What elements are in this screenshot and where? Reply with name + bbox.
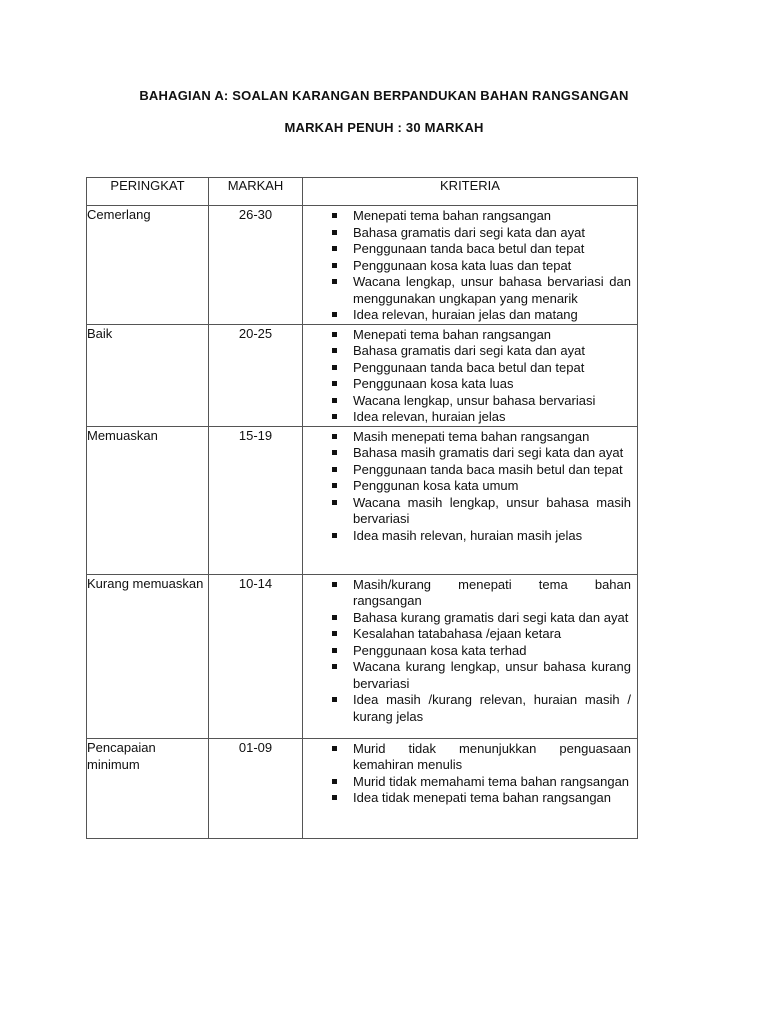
criteria-item: Masih menepati tema bahan rangsangan — [353, 429, 631, 446]
criteria-item: Masih/kurang menepati tema bahan rangsangan — [353, 576, 631, 608]
criteria-item: Penggunaan tanda baca betul dan tepat — [353, 360, 631, 377]
rubric-table — [86, 177, 638, 839]
criteria-item: Bahasa gramatis dari segi kata dan ayat — [353, 343, 631, 360]
criteria-item: Bahasa masih gramatis dari segi kata dan ayat — [353, 445, 631, 462]
criteria-list — [303, 739, 637, 807]
table-header-row — [87, 178, 638, 206]
grade-cell: Cemerlang — [87, 206, 209, 325]
marks-cell: 10-14 — [209, 574, 303, 738]
criteria-item: Idea relevan, huraian jelas — [353, 409, 631, 426]
rubric-body — [87, 206, 638, 839]
criteria-item: Wacana masih lengkap, unsur bahasa masih bervariasi — [353, 494, 631, 526]
criteria-cell — [303, 574, 638, 738]
criteria-item: Penggunaan tanda baca betul dan tepat — [353, 241, 631, 258]
table-row — [87, 738, 638, 838]
criteria-list — [303, 325, 637, 426]
criteria-item: Murid tidak menunjukkan penguasaan kemahiran menulis — [353, 740, 631, 772]
criteria-list — [303, 206, 637, 324]
header-grade: PERINGKAT — [87, 178, 209, 206]
marks-cell: 26-30 — [209, 206, 303, 325]
criteria-item: Idea tidak menepati tema bahan rangsangan — [353, 790, 631, 807]
table-row — [87, 426, 638, 574]
criteria-item: Wacana lengkap, unsur bahasa bervariasi dan menggunakan ungkapan yang menarik — [353, 274, 631, 306]
criteria-item: Penggunaan tanda baca masih betul dan tepat — [353, 462, 631, 479]
criteria-cell — [303, 426, 638, 574]
criteria-item: Bahasa kurang gramatis dari segi kata dan ayat — [353, 610, 631, 627]
table-row — [87, 574, 638, 738]
criteria-item: Kesalahan tatabahasa /ejaan ketara — [353, 626, 631, 643]
header-criteria: KRITERIA — [303, 178, 638, 206]
criteria-item: Idea masih /kurang relevan, huraian masih / kurang jelas — [353, 692, 631, 724]
table-row — [87, 206, 638, 325]
criteria-cell — [303, 324, 638, 426]
criteria-item: Idea relevan, huraian jelas dan matang — [353, 307, 631, 324]
criteria-item: Idea masih relevan, huraian masih jelas — [353, 528, 631, 545]
header-marks: MARKAH — [209, 178, 303, 206]
criteria-list — [303, 427, 637, 545]
criteria-item: Murid tidak memahami tema bahan rangsangan — [353, 773, 630, 789]
criteria-item: Menepati tema bahan rangsangan — [353, 327, 631, 344]
criteria-item: Penggunan kosa kata umum — [353, 478, 631, 495]
criteria-item: Menepati tema bahan rangsangan — [353, 208, 631, 225]
criteria-item: Penggunaan kosa kata terhad — [353, 643, 631, 660]
criteria-list — [303, 575, 637, 726]
grade-cell: Baik — [87, 324, 209, 426]
grade-cell: Memuaskan — [87, 426, 209, 574]
full-marks-heading: MARKAH PENUH : 30 MARKAH — [284, 120, 484, 135]
criteria-item: Penggunaan kosa kata luas — [353, 376, 631, 393]
criteria-item: Bahasa gramatis dari segi kata dan ayat — [353, 225, 631, 242]
marks-cell: 01-09 — [209, 738, 303, 838]
criteria-cell — [303, 206, 638, 325]
criteria-cell — [303, 738, 638, 838]
criteria-item: Wacana lengkap, unsur bahasa bervariasi — [353, 393, 631, 410]
criteria-item: Penggunaan kosa kata luas dan tepat — [353, 258, 631, 275]
grade-cell: Kurang memuaskan — [87, 574, 209, 738]
section-heading: BAHAGIAN A: SOALAN KARANGAN BERPANDUKAN BAHAN RANGSANGAN — [139, 88, 629, 103]
table-row — [87, 324, 638, 426]
marks-cell: 15-19 — [209, 426, 303, 574]
marks-cell: 20-25 — [209, 324, 303, 426]
criteria-item: Wacana kurang lengkap, unsur bahasa kurang bervariasi — [353, 659, 631, 691]
grade-cell: Pencapaian minimum — [87, 738, 209, 838]
